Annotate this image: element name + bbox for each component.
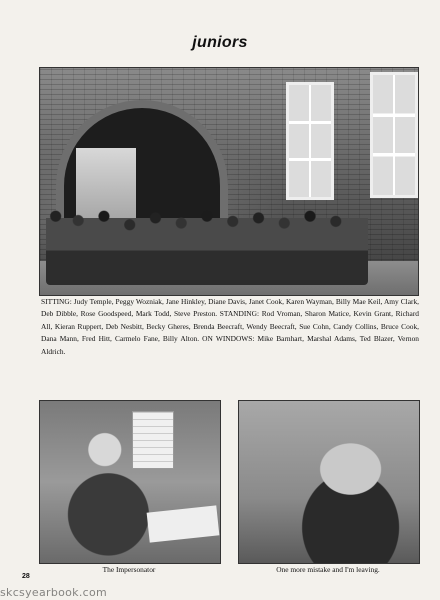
desk-papers [147, 505, 220, 542]
candid-photo-impersonator [39, 400, 221, 564]
student-group [46, 199, 368, 285]
group-photo-caption: SITTING: Judy Temple, Peggy Wozniak, Jane Hinkley, Diane Davis, Janet Cook, Karen Wayman, Billy Mae Keil, Amy Clark, Deb Dibble, Rose Goodspeed, Mark Todd, Steve Preston. STANDING: Rod Vroman, Sharon Matice, Kevin Grant, Richard All, Kieran Ruppert, Deb Nesbitt, Becky Gheres, Brenda Beecraft, Wendy Beecraft, Sue Cohn, Candy Collins, Bruce Cook, Dana Mann, Fred Hitt, Carmelo Fane, Billy Alton. ON WINDOWS: Mike Barnhart, Marshal Adams, Ted Blazer, Vernon Aldrich. [41, 297, 419, 356]
candid-photo-student [238, 400, 420, 564]
group-photo [39, 67, 419, 296]
site-watermark: skcsyearbook.com [0, 586, 108, 599]
candid-caption-left: The Impersonator [102, 565, 156, 574]
candid-caption-right: One more mistake and I'm leaving. [276, 565, 380, 574]
page-number: 28 [22, 573, 30, 580]
building-window-left [286, 82, 334, 200]
page-title: juniors [192, 34, 248, 51]
building-window-right [370, 72, 418, 198]
wall-calendar [132, 411, 174, 469]
